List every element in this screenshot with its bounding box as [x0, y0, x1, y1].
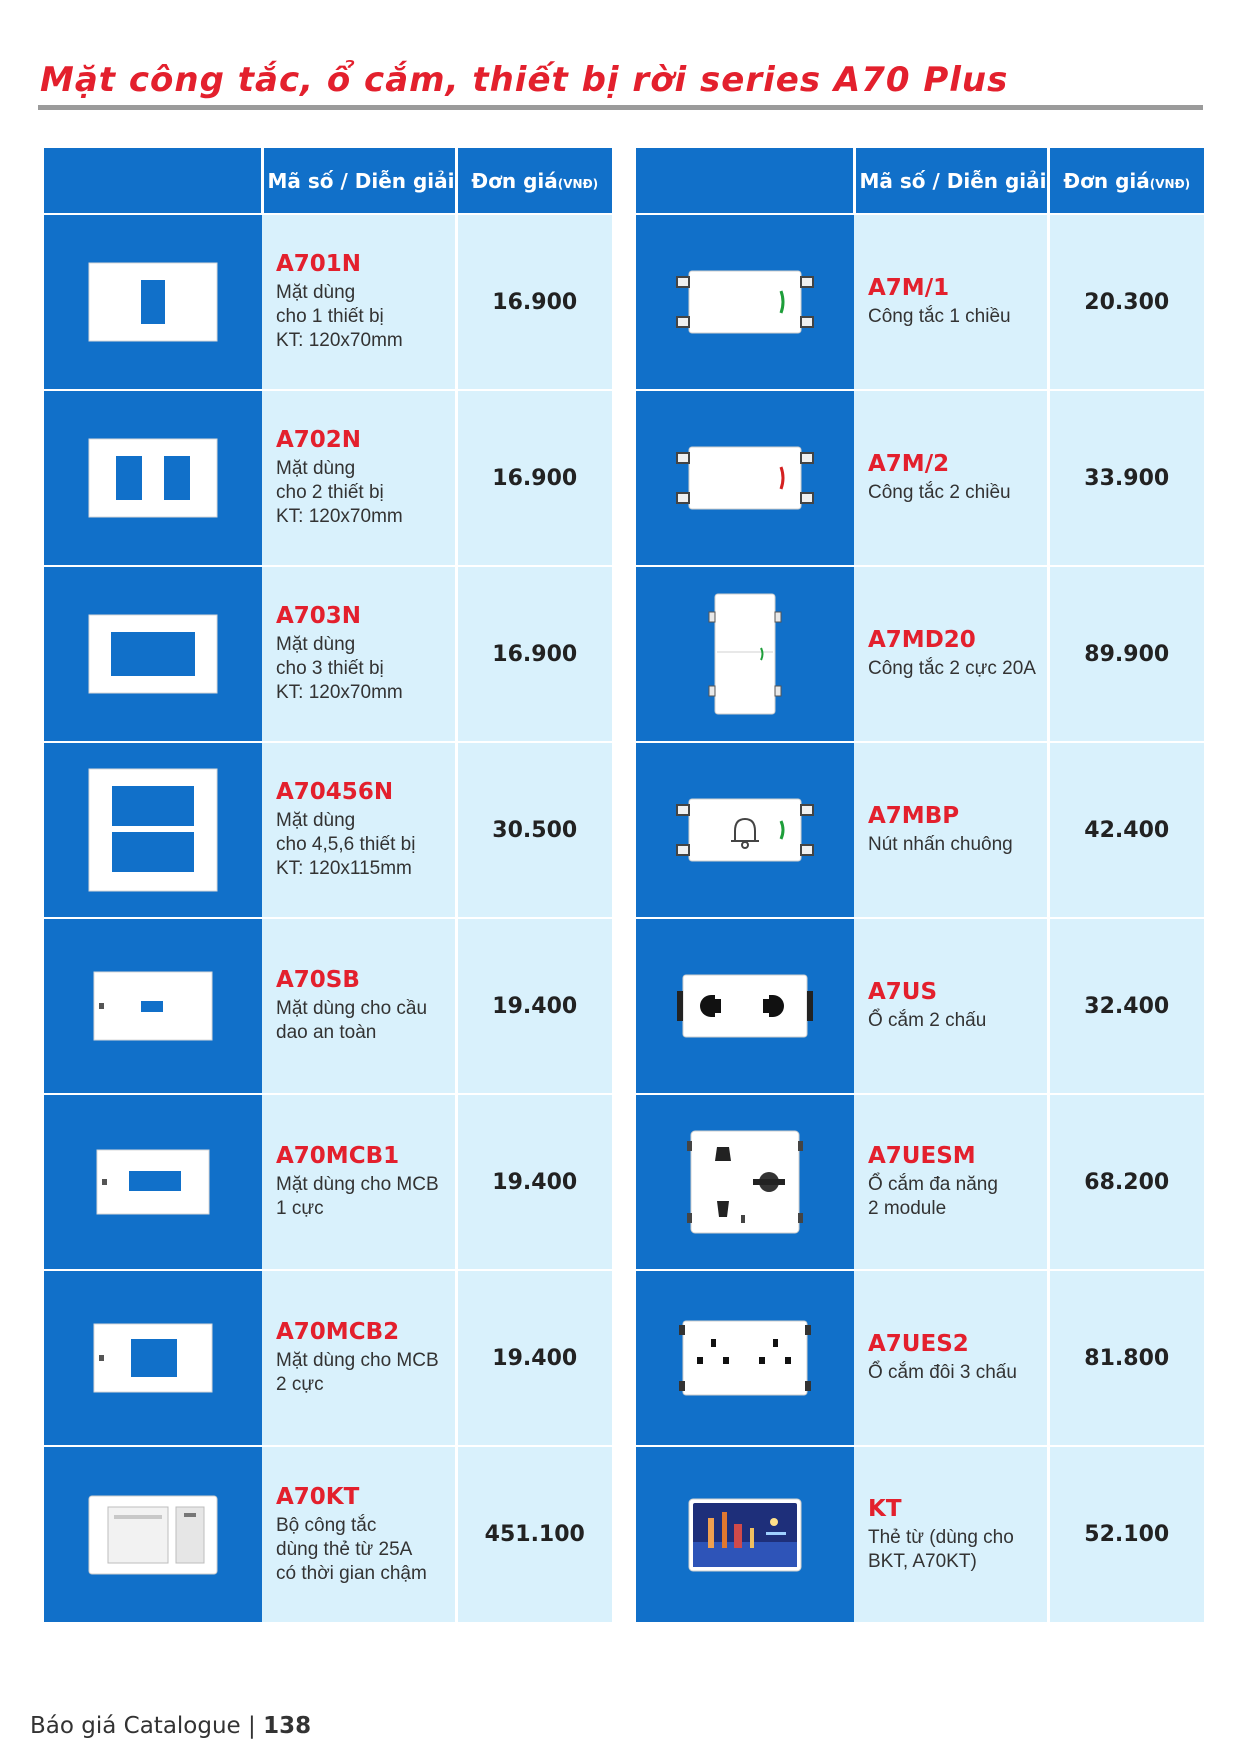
product-desc-cell	[854, 214, 1048, 390]
switch-1-way-icon	[675, 267, 815, 337]
product-desc-line: cho 1 thiết bị	[276, 306, 384, 327]
product-desc-cell	[262, 390, 456, 566]
table-row	[44, 1094, 612, 1270]
table-row	[636, 566, 1204, 742]
product-price: 32.400	[1048, 918, 1204, 1094]
product-image-cell	[44, 918, 262, 1094]
product-desc-line: Mặt dùng cho cầu	[276, 998, 428, 1019]
product-code: A70SB	[276, 967, 360, 993]
header-price-unit: (VNĐ)	[1149, 176, 1191, 191]
product-desc-cell	[262, 1270, 456, 1446]
product-desc-line: Công tắc 2 chiều	[868, 482, 1011, 503]
product-desc-line: BKT, A70KT)	[868, 1550, 977, 1572]
product-price: 16.900	[456, 566, 612, 742]
product-code: A703N	[276, 603, 362, 629]
table-row	[636, 1094, 1204, 1270]
page-number: 138	[263, 1713, 312, 1739]
product-price: 89.900	[1048, 566, 1204, 742]
product-desc-line: 1 cực	[276, 1198, 324, 1219]
product-desc-cell	[854, 1446, 1048, 1622]
product-image-cell	[44, 1094, 262, 1270]
product-image-cell	[44, 1446, 262, 1622]
page-footer	[30, 1713, 311, 1739]
table-row	[44, 1270, 612, 1446]
header-image-cell	[44, 148, 262, 214]
product-code: A7MBP	[868, 803, 960, 829]
product-desc-cell	[854, 1270, 1048, 1446]
table-header-row	[636, 148, 1204, 214]
product-desc-line: Công tắc 1 chiều	[868, 306, 1011, 327]
product-code: A70MCB2	[276, 1319, 400, 1345]
product-price: 19.400	[456, 1094, 612, 1270]
plate-safety-breaker-icon	[93, 971, 213, 1041]
product-price: 52.100	[1048, 1446, 1204, 1622]
header-price	[1048, 148, 1204, 214]
table-row	[44, 742, 612, 918]
product-code: A7M/2	[868, 451, 950, 477]
product-price: 42.400	[1048, 742, 1204, 918]
product-desc-line: Công tắc 2 cực 20A	[868, 658, 1036, 679]
product-desc-line: có thời gian chậm	[276, 1562, 427, 1584]
product-desc-line: 2 module	[868, 1198, 947, 1219]
table-row	[636, 918, 1204, 1094]
product-desc-cell	[854, 566, 1048, 742]
product-desc-line: 2 cực	[276, 1374, 324, 1395]
product-image-cell	[636, 1094, 854, 1270]
plate-2-slot-icon	[88, 438, 218, 518]
product-desc-line: Nút nhấn chuông	[868, 834, 1013, 855]
product-image-cell	[636, 918, 854, 1094]
product-code: A70456N	[276, 779, 394, 805]
product-desc-cell	[262, 918, 456, 1094]
title-divider	[38, 105, 1203, 110]
product-desc-line: dùng thẻ từ 25A	[276, 1538, 413, 1560]
product-image-cell	[636, 566, 854, 742]
table-row	[636, 1270, 1204, 1446]
product-code: KT	[868, 1495, 902, 1522]
product-desc-line: KT: 120x70mm	[276, 506, 403, 527]
product-desc-cell	[262, 742, 456, 918]
product-desc-line: Ổ cắm đa năng	[868, 1174, 998, 1195]
header-price	[456, 148, 612, 214]
header-code-desc: Mã số / Diễn giải	[854, 148, 1048, 214]
table-header-row	[44, 148, 612, 214]
plate-large-icon	[88, 768, 218, 892]
plate-mcb1-icon	[96, 1149, 210, 1215]
product-image-cell	[44, 390, 262, 566]
page-title: Mặt công tắc, ổ cắm, thiết bị rời series A70 Plus	[40, 60, 1009, 100]
product-desc-line: Mặt dùng	[276, 282, 356, 303]
switch-2-pole-icon	[707, 592, 783, 716]
product-image-cell	[636, 742, 854, 918]
product-price: 68.200	[1048, 1094, 1204, 1270]
switch-2-way-icon	[675, 443, 815, 513]
table-row	[636, 742, 1204, 918]
product-price: 30.500	[456, 742, 612, 918]
header-code-desc: Mã số / Diễn giải	[262, 148, 456, 214]
product-desc-line: cho 4,5,6 thiết bị	[276, 834, 416, 855]
product-image-cell	[44, 1270, 262, 1446]
table-row	[636, 214, 1204, 390]
product-price: 33.900	[1048, 390, 1204, 566]
product-desc-line: Mặt dùng cho MCB	[276, 1350, 439, 1371]
table-row	[44, 214, 612, 390]
product-desc-line: Mặt dùng	[276, 810, 356, 831]
product-desc-line: Ổ cắm 2 chấu	[868, 1010, 987, 1031]
product-code: A70MCB1	[276, 1143, 400, 1169]
product-image-cell	[636, 1446, 854, 1622]
bell-push-icon	[675, 795, 815, 865]
product-desc-line: Thẻ từ (dùng cho	[868, 1526, 1014, 1548]
product-desc-cell	[262, 1446, 456, 1622]
plate-1-slot-icon	[88, 262, 218, 342]
product-code: A702N	[276, 427, 362, 453]
product-desc-line: KT: 120x115mm	[276, 858, 412, 879]
product-desc-cell	[854, 742, 1048, 918]
product-desc-line: Mặt dùng	[276, 458, 356, 479]
table-row	[636, 390, 1204, 566]
product-desc-line: Ổ cắm đôi 3 chấu	[868, 1362, 1017, 1383]
product-desc-cell	[262, 214, 456, 390]
socket-universal-icon	[687, 1127, 803, 1237]
product-code: A7M/1	[868, 275, 950, 301]
product-code: A70KT	[276, 1483, 360, 1510]
product-image-cell	[44, 214, 262, 390]
product-desc-line: Bộ công tắc	[276, 1514, 377, 1536]
product-image-cell	[44, 566, 262, 742]
product-code: A701N	[276, 251, 362, 277]
table-row	[44, 1446, 612, 1622]
product-price: 19.400	[456, 1270, 612, 1446]
product-image-cell	[636, 1270, 854, 1446]
product-code: A7UES2	[868, 1331, 969, 1357]
table-row	[44, 566, 612, 742]
product-desc-cell	[262, 566, 456, 742]
footer-separator: |	[248, 1713, 256, 1739]
product-price: 20.300	[1048, 214, 1204, 390]
product-image-cell	[636, 390, 854, 566]
product-price: 16.900	[456, 390, 612, 566]
product-code: A7MD20	[868, 627, 976, 653]
product-desc-line: Mặt dùng	[276, 634, 356, 655]
product-desc-cell	[854, 390, 1048, 566]
plate-3-slot-icon	[88, 614, 218, 694]
table-row	[44, 918, 612, 1094]
product-desc-line: cho 3 thiết bị	[276, 658, 384, 679]
header-price-label: Đơn giá	[1063, 168, 1150, 193]
product-desc-cell	[854, 918, 1048, 1094]
socket-2-pin-icon	[675, 971, 815, 1041]
product-desc-line: KT: 120x70mm	[276, 682, 403, 703]
plate-mcb2-icon	[93, 1323, 213, 1393]
header-price-unit: (VNĐ)	[557, 176, 599, 191]
header-image-cell	[636, 148, 854, 214]
product-code: A7US	[868, 979, 938, 1005]
key-card-icon	[688, 1498, 802, 1572]
product-desc-line: KT: 120x70mm	[276, 330, 403, 351]
header-price-label: Đơn giá	[471, 168, 558, 193]
product-image-cell	[44, 742, 262, 918]
product-code: A7UESM	[868, 1143, 976, 1169]
product-image-cell	[636, 214, 854, 390]
key-card-switch-icon	[88, 1495, 218, 1575]
table-row	[44, 390, 612, 566]
product-desc-line: dao an toàn	[276, 1022, 377, 1043]
price-table-right	[636, 148, 1204, 1622]
product-desc-cell	[854, 1094, 1048, 1270]
product-desc-line: Mặt dùng cho MCB	[276, 1174, 439, 1195]
product-desc-cell	[262, 1094, 456, 1270]
socket-double-3-pin-icon	[679, 1317, 811, 1399]
product-price: 451.100	[456, 1446, 612, 1622]
product-price: 16.900	[456, 214, 612, 390]
product-price: 19.400	[456, 918, 612, 1094]
product-price: 81.800	[1048, 1270, 1204, 1446]
footer-label: Báo giá Catalogue	[30, 1713, 241, 1739]
product-desc-line: cho 2 thiết bị	[276, 482, 384, 503]
price-table-left	[44, 148, 612, 1622]
table-row	[636, 1446, 1204, 1622]
